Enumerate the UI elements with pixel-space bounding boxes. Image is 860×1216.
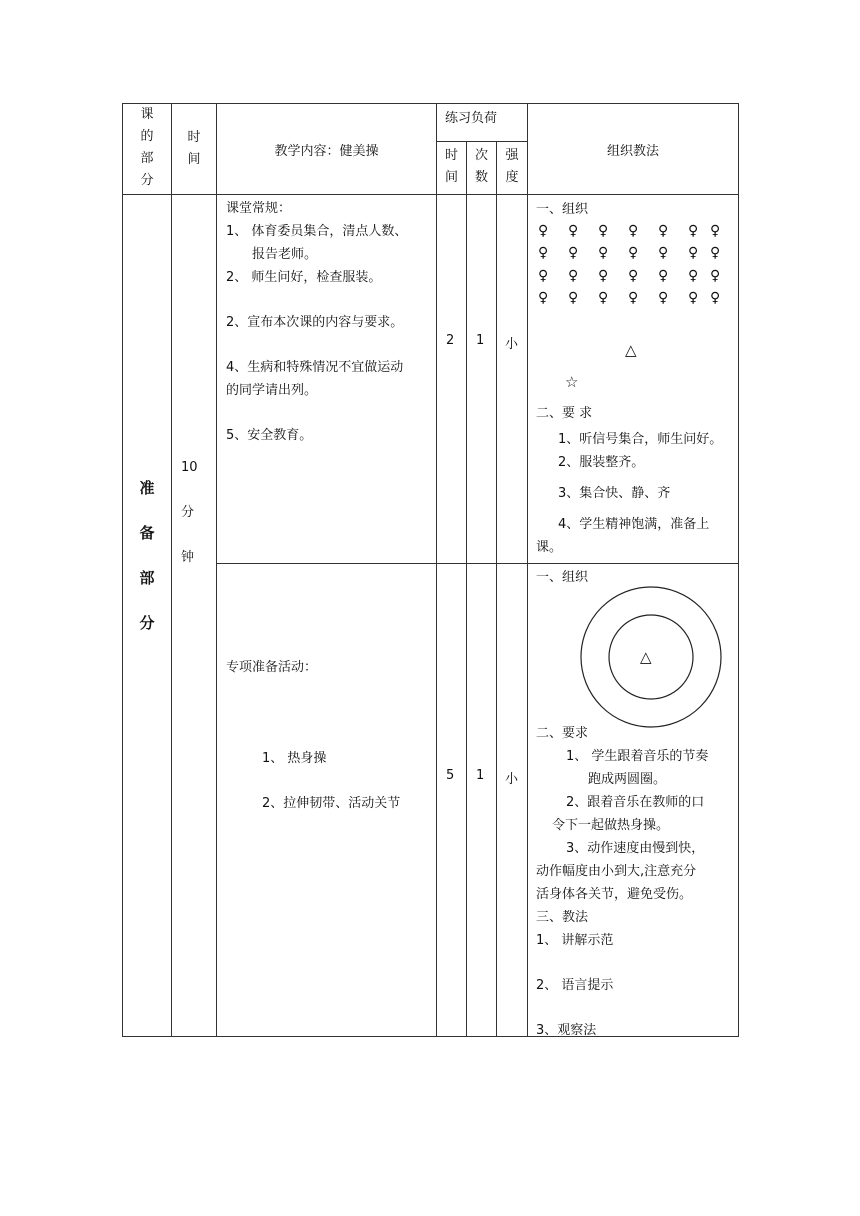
section-name-char: 部 — [139, 568, 155, 587]
student-icon: ♀ — [688, 223, 699, 239]
student-icon: ♀ — [658, 245, 669, 261]
row2-method3: 3、观察法 — [536, 1023, 597, 1038]
row2-count-cell — [467, 564, 497, 1037]
row2-time: 5 — [446, 768, 455, 783]
header-time-char: 间 — [187, 152, 201, 167]
row1-item1: 1、 体育委员集合，清点人数、 — [226, 224, 408, 239]
student-icon: ♀ — [538, 290, 549, 306]
student-icon: ♀ — [538, 223, 549, 239]
row1-item5: 5、安全教育。 — [226, 428, 313, 443]
row2-intensity: 小 — [505, 772, 519, 787]
student-icon: ♀ — [628, 290, 639, 306]
header-section-cell — [123, 104, 172, 195]
section-duration-text: 分 — [181, 505, 195, 520]
row2-method1: 1、 讲解示范 — [536, 933, 614, 948]
header-section-char: 部 — [140, 151, 154, 166]
student-icon: ♀ — [688, 268, 699, 284]
student-icon: ♀ — [688, 245, 699, 261]
student-icon: ♀ — [658, 268, 669, 284]
header-section-char: 的 — [140, 129, 154, 144]
header-load-time-cell — [437, 142, 467, 195]
row2-req1-cont: 跑成两圆圈。 — [588, 772, 667, 787]
row2-count: 1 — [476, 768, 485, 783]
row2-method-title: 三、教法 — [536, 910, 589, 925]
student-icon: ♀ — [568, 268, 579, 284]
student-icon: ♀ — [710, 245, 721, 261]
student-icon: ♀ — [568, 223, 579, 239]
row1-item4: 4、生病和特殊情况不宜做运动 — [226, 360, 404, 375]
row1-time-cell — [437, 195, 467, 564]
row1-intensity-cell — [497, 195, 528, 564]
student-icon: ♀ — [568, 290, 579, 306]
header-content-title: 教学内容：健美操 — [274, 143, 379, 159]
header-load-intensity-cell — [497, 142, 528, 195]
student-icon: ♀ — [658, 290, 669, 306]
header-load-cell — [437, 104, 528, 142]
student-icon: ♀ — [628, 245, 639, 261]
row2-item1: 1、 热身操 — [262, 751, 327, 766]
row2-req2: 2、跟着音乐在教师的口 — [566, 795, 705, 810]
row1-content-cell — [217, 195, 437, 564]
student-icon: ♀ — [538, 268, 549, 284]
row2-content-title: 专项准备活动： — [226, 660, 318, 675]
teacher-triangle-icon: △ — [625, 341, 637, 359]
row2-method-cell — [528, 564, 739, 1037]
row1-content-title: 课堂常规： — [226, 201, 292, 216]
header-load-intensity-char: 度 — [505, 170, 519, 185]
header-load-intensity-char: 强 — [505, 148, 519, 163]
student-icon: ♀ — [598, 268, 609, 284]
header-method-title: 组织教法 — [607, 143, 660, 159]
header-load-count-char: 数 — [474, 170, 488, 185]
student-icon: ♀ — [598, 245, 609, 261]
header-time-cell — [172, 104, 217, 195]
row2-org-title: 一、组织 — [536, 570, 589, 585]
row2-intensity-cell — [497, 564, 528, 1037]
header-load-count-char: 次 — [474, 148, 488, 163]
row1-req4-cont: 课。 — [536, 540, 563, 555]
row2-req3: 3、动作速度由慢到快， — [566, 841, 705, 856]
section-name-cell — [123, 195, 172, 1037]
header-content-cell — [217, 104, 437, 195]
student-icon: ♀ — [710, 268, 721, 284]
header-load-count-cell — [467, 142, 497, 195]
row1-req1: 1、听信号集合，师生问好。 — [558, 432, 723, 447]
row2-req3-cont: 动作幅度由小到大,注意充分 — [536, 864, 697, 879]
header-section-char: 课 — [140, 107, 154, 122]
header-time-char: 时 — [187, 130, 201, 145]
student-icon: ♀ — [598, 223, 609, 239]
row1-item4-cont: 的同学请出列。 — [226, 383, 318, 398]
header-load-label: 练习负荷 — [445, 111, 498, 126]
row2-time-cell — [437, 564, 467, 1037]
row1-req2: 2、服装整齐。 — [558, 455, 645, 470]
student-icon: ♀ — [538, 245, 549, 261]
section-duration-text: 10 — [181, 460, 198, 475]
row2-req-title: 二、要求 — [536, 726, 589, 741]
student-icon: ♀ — [710, 223, 721, 239]
lesson-plan-table — [122, 103, 739, 1037]
row1-count-cell — [467, 195, 497, 564]
row1-org-title: 一、组织 — [536, 202, 589, 217]
section-duration-text: 钟 — [181, 550, 195, 565]
row1-method-cell — [528, 195, 739, 564]
section-name-char: 备 — [139, 523, 155, 542]
row1-count: 1 — [476, 333, 485, 348]
student-icon: ♀ — [628, 223, 639, 239]
row1-req3: 3、集合快、静、齐 — [558, 486, 671, 501]
header-section-char: 分 — [140, 173, 154, 188]
student-icon: ♀ — [568, 245, 579, 261]
student-icon: ♀ — [688, 290, 699, 306]
row2-method2: 2、 语言提示 — [536, 978, 614, 993]
header-load-time-char: 间 — [444, 170, 458, 185]
section-duration-cell — [172, 195, 217, 1037]
teacher-triangle-icon: △ — [640, 648, 652, 666]
row1-time: 2 — [446, 333, 455, 348]
row1-item1-cont: 报告老师。 — [252, 247, 318, 262]
header-method-cell — [528, 104, 739, 195]
student-icon: ♀ — [658, 223, 669, 239]
row2-req1: 1、 学生跟着音乐的节奏 — [566, 749, 709, 764]
section-name-char: 分 — [139, 613, 155, 632]
row2-req2-cont: 令下一起做热身操。 — [552, 818, 670, 833]
section-name-char: 准 — [139, 478, 155, 497]
student-icon: ♀ — [628, 268, 639, 284]
student-icon: ♀ — [710, 290, 721, 306]
row2-content-cell — [217, 564, 437, 1037]
star-icon: ☆ — [565, 373, 579, 391]
student-icon: ♀ — [598, 290, 609, 306]
row1-req4: 4、学生精神饱满，准备上 — [558, 517, 710, 532]
header-load-time-char: 时 — [444, 148, 458, 163]
row1-item3: 2、宣布本次课的内容与要求。 — [226, 315, 404, 330]
row2-item2: 2、拉伸韧带、活动关节 — [262, 796, 401, 811]
row1-req-title: 二、要 求 — [536, 406, 593, 421]
row1-item2: 2、 师生问好，检查服装。 — [226, 270, 382, 285]
row1-intensity: 小 — [505, 337, 519, 352]
row2-req3-cont2: 活身体各关节，避免受伤。 — [536, 887, 693, 902]
